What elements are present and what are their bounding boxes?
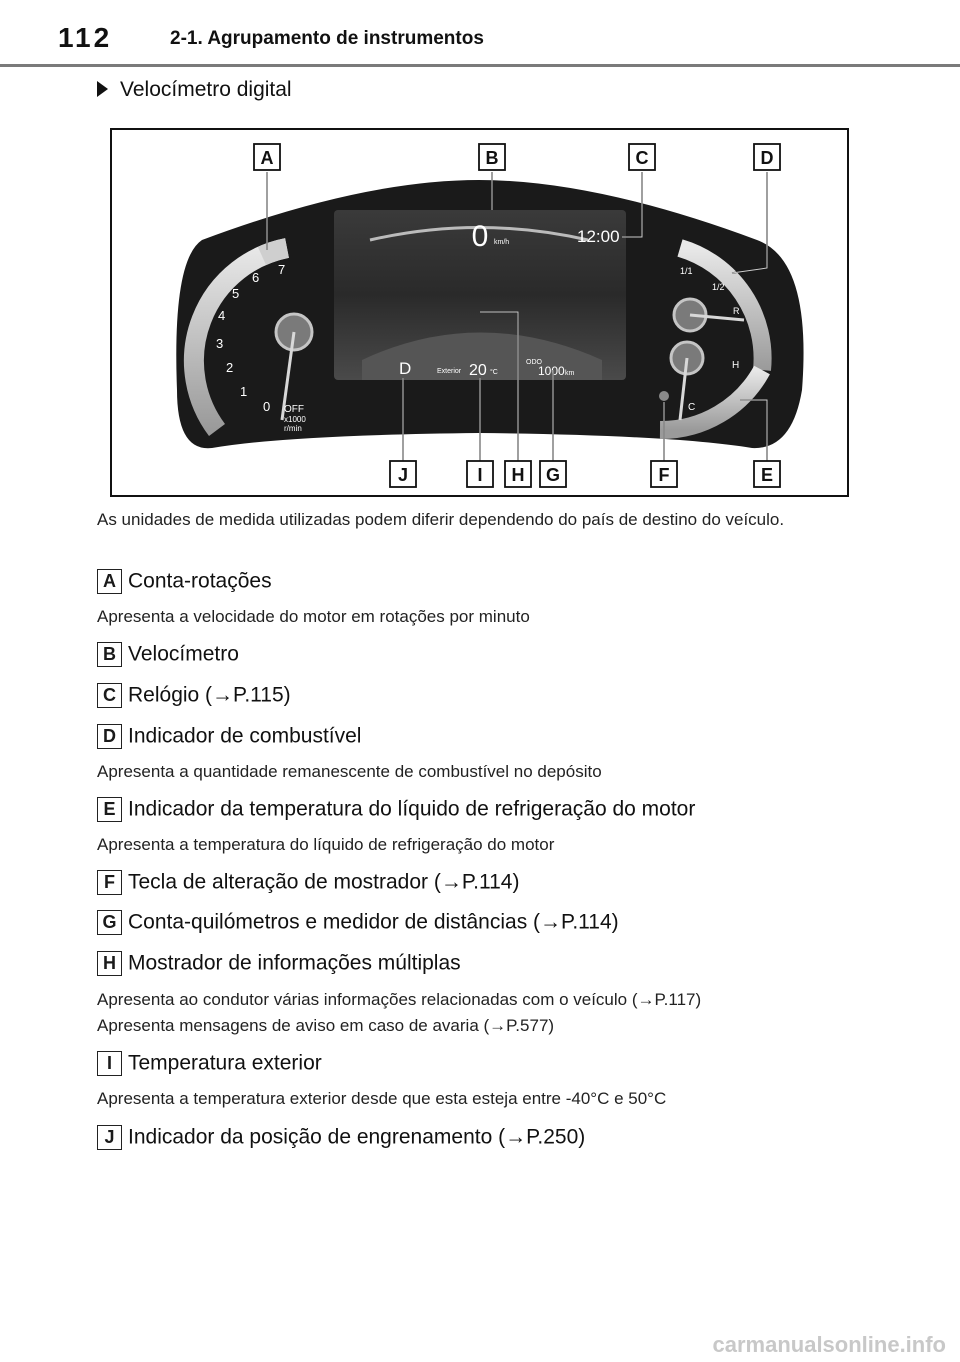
display-change-button <box>659 391 669 401</box>
item-title: Velocímetro <box>128 642 239 666</box>
tach-label-3: 3 <box>216 336 224 351</box>
item-title: Indicador da posição de engrenamento (→P.250) <box>128 1125 586 1149</box>
section-title: 2-1. Agrupamento de instrumentos <box>170 28 484 49</box>
item-e <box>97 797 695 822</box>
header-rule <box>0 64 960 67</box>
item-letter-box: A <box>97 569 122 594</box>
svg-text:F: F <box>658 465 670 485</box>
callout-i <box>467 461 493 487</box>
callout-d <box>754 144 780 170</box>
callout-a <box>254 144 280 170</box>
item-letter-box: C <box>97 683 122 708</box>
item-description: Apresenta mensagens de aviso em caso de avaria (→P.577) <box>97 1016 555 1035</box>
temp-unit: °C <box>490 369 498 376</box>
svg-text:C: C <box>635 148 649 168</box>
item-letter-box: I <box>97 1051 122 1076</box>
fuel-half-label: 1/2 <box>712 282 725 292</box>
tach-label-7: 7 <box>278 262 286 277</box>
tach-label-5: 5 <box>232 286 240 301</box>
item-f <box>97 870 519 895</box>
svg-text:G: G <box>545 465 561 485</box>
page-number: 112 <box>58 22 113 53</box>
odo-label: ODO <box>526 359 542 366</box>
item-j <box>97 1125 585 1150</box>
exterior-label: Exterior <box>437 368 462 375</box>
callout-b <box>479 144 505 170</box>
instrument-cluster-illustration <box>112 130 847 495</box>
item-description: Apresenta a temperatura exterior desde que esta esteja entre -40°C e 50°C <box>97 1089 667 1108</box>
fuel-full-label: 1/1 <box>680 266 693 276</box>
item-a <box>97 569 272 594</box>
callout-c <box>629 144 655 170</box>
tach-label-0: 0 <box>263 399 271 414</box>
triangle-bullet-icon <box>97 81 108 97</box>
clock-value: 12:00 <box>577 227 620 246</box>
temp-hot-label: H <box>732 360 740 371</box>
callout-g <box>540 461 566 487</box>
subheading <box>97 78 292 102</box>
item-title: Tecla de alteração de mostrador (→P.114) <box>128 870 520 894</box>
svg-text:J: J <box>397 465 409 485</box>
tach-unit: r/min <box>284 424 302 433</box>
tach-arc-red <box>262 248 287 256</box>
gear-indicator: D <box>399 359 412 378</box>
item-title: Indicador da temperatura do líquido de refrigeração do motor <box>128 797 696 821</box>
item-letter-box: H <box>97 951 122 976</box>
item-h <box>97 951 461 976</box>
item-title: Indicador de combustível <box>128 724 362 748</box>
svg-text:A: A <box>260 148 274 168</box>
instrument-cluster-figure <box>110 128 849 497</box>
speed-value: 0 <box>471 220 489 253</box>
item-letter-box: E <box>97 797 122 822</box>
temp-cold-label: C <box>688 402 696 413</box>
tach-label-2: 2 <box>226 360 234 375</box>
item-i <box>97 1051 322 1076</box>
item-description: Apresenta a velocidade do motor em rotações por minuto <box>97 607 530 626</box>
tach-label-4: 4 <box>218 308 226 323</box>
svg-text:D: D <box>760 148 774 168</box>
item-letter-box: F <box>97 870 122 895</box>
item-description: Apresenta a temperatura do líquido de refrigeração do motor <box>97 835 555 854</box>
tach-label-1: 1 <box>240 384 248 399</box>
tach-multiplier: x1000 <box>284 415 306 424</box>
item-c <box>97 683 291 708</box>
item-b <box>97 642 239 667</box>
svg-text:H: H <box>511 465 525 485</box>
speed-unit: km/h <box>494 239 510 246</box>
item-letter-box: B <box>97 642 122 667</box>
svg-text:I: I <box>477 465 483 485</box>
exterior-temp-value: 20 <box>469 362 487 379</box>
item-description: Apresenta ao condutor várias informações relacionadas com o veículo (→P.117) <box>97 990 702 1009</box>
watermark-footer: carmanualsonline.info <box>712 1332 946 1357</box>
item-letter-box: G <box>97 910 122 935</box>
item-letter-box: D <box>97 724 122 749</box>
svg-text:B: B <box>485 148 499 168</box>
item-title: Relógio (→P.115) <box>128 683 291 707</box>
item-title: Temperatura exterior <box>128 1051 322 1075</box>
odometer-value: 1000 <box>538 364 565 378</box>
item-description: Apresenta a quantidade remanescente de combustível no depósito <box>97 762 602 781</box>
odo-unit: km <box>565 370 575 377</box>
page-header <box>0 0 960 70</box>
svg-text:E: E <box>760 465 774 485</box>
fuel-reserve-label: R <box>733 306 740 316</box>
item-title: Conta-rotações <box>128 569 272 593</box>
item-g <box>97 910 619 935</box>
callout-e <box>754 461 780 487</box>
callout-h <box>505 461 531 487</box>
item-title: Conta-quilómetros e medidor de distâncias (→P.114) <box>128 910 619 934</box>
item-d <box>97 724 361 749</box>
subheading-text: Velocímetro digital <box>120 78 292 101</box>
tach-off-label: OFF <box>284 404 304 415</box>
item-title: Mostrador de informações múltiplas <box>128 951 461 975</box>
tach-label-6: 6 <box>252 270 260 285</box>
item-letter-box: J <box>97 1125 122 1150</box>
callout-j <box>390 461 416 487</box>
callout-f <box>651 461 677 487</box>
units-note: As unidades de medida utilizadas podem diferir dependendo do país de destino do veículo. <box>97 510 785 529</box>
